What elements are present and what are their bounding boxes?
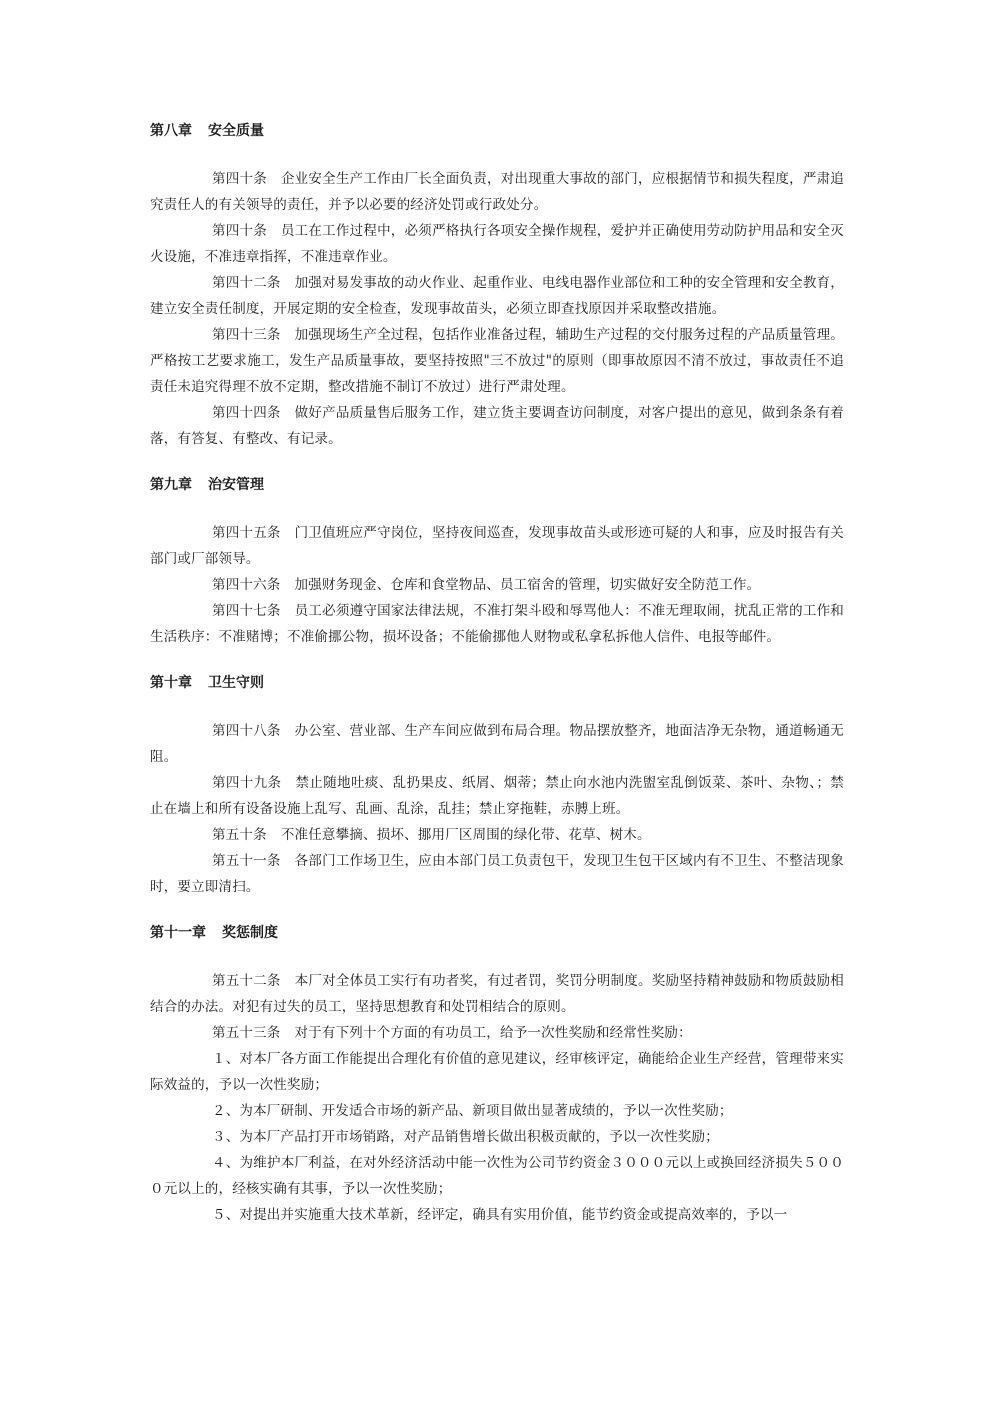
article-text: 企业安全生产工作由厂长全面负责，对出现重大事故的部门，应根据情节和损失程度，严肃追究责任人的有关领导的责任，并予以必要的经济处罚或行政处分。	[150, 171, 844, 213]
article-paragraph	[150, 572, 844, 598]
article-number: 第四十九条	[212, 775, 282, 791]
document-page	[150, 118, 844, 1228]
article-text: 不准任意攀摘、损坏、挪用厂区周围的绿化带、花草、树木。	[280, 827, 651, 843]
chapter-name: 卫生守则	[208, 675, 264, 691]
article-number: 第四十条	[212, 171, 267, 187]
article-paragraph	[150, 520, 844, 572]
list-item	[150, 1202, 844, 1228]
chapter-number: 第十一章	[150, 925, 206, 941]
article-text: 员工在工作过程中，必须严格执行各项安全操作规程，爱护并正确使用劳动防护用品和安全灭火设施，不准违章指挥，不准违章作业。	[150, 223, 844, 265]
article-paragraph	[150, 270, 844, 322]
article-paragraph	[150, 822, 844, 848]
article-number: 第四十五条	[212, 525, 281, 541]
article-number: 第四十二条	[212, 275, 281, 291]
chapter-section	[150, 920, 844, 1228]
article-number: 第五十二条	[212, 973, 281, 989]
list-item	[150, 1098, 844, 1124]
article-number: 第四十八条	[212, 723, 281, 739]
chapter-number: 第十章	[150, 675, 192, 691]
article-paragraph	[150, 218, 844, 270]
article-text: 门卫值班应严守岗位，坚持夜间巡查，发现事故苗头或形迹可疑的人和事，应及时报告有关部门或厂部领导。	[150, 525, 845, 567]
list-item-text: ３、为本厂产品打开市场销路，对产品销售增长做出积极贡献的，予以一次性奖励；	[212, 1129, 719, 1145]
article-text: 禁止随地吐痰、乱扔果皮、纸屑、烟蒂；禁止向水池内洗盥室乱倒饭菜、茶叶、杂物、；禁止在墙上和所有设备设施上乱写、乱画、乱涂，乱挂；禁止穿拖鞋，赤膊上班。	[150, 775, 844, 817]
chapter-section	[150, 118, 844, 452]
list-item-text: ４、为维护本厂利益，在对外经济活动中能一次性为公司节约资金３０００元以上或换回经济损失５０００元以上的，经核实确有其事，予以一次性奖励；	[150, 1155, 844, 1197]
chapter-heading	[150, 920, 844, 946]
list-item	[150, 1046, 844, 1098]
article-text: 加强财务现金、仓库和食堂物品、员工宿舍的管理，切实做好安全防范工作。	[294, 577, 761, 593]
chapter-section	[150, 670, 844, 900]
article-text: 员工必须遵守国家法律法规，不准打架斗殴和辱骂他人：不准无理取闹，扰乱正常的工作和生活秩序：不准赌博；不准偷挪公物，损坏设备；不能偷挪他人财物或私拿私拆他人信件、电报等邮件。	[150, 603, 845, 645]
article-text: 加强现场生产全过程，包括作业准备过程，辅助生产过程的交付服务过程的产品质量管理。严格按工艺要求施工，发生产品质量事故，要坚持按照"三不放过"的原则（即事故原因不清不放过，事故责任不追责任未追究得理不放不定期，整改措施不制订不放过）进行严肃处理。	[150, 327, 845, 395]
article-text: 做好产品质量售后服务工作，建立货主要调查访问制度，对客户提出的意见，做到条条有着落，有答复、有整改、有记录。	[150, 405, 845, 447]
chapter-section	[150, 472, 844, 650]
article-number: 第五十一条	[212, 853, 281, 869]
list-item-text: １、对本厂各方面工作能提出合理化有价值的意见建议，经审核评定，确能给企业生产经营，管理带来实际效益的，予以一次性奖励；	[150, 1051, 844, 1093]
chapter-heading	[150, 472, 844, 498]
article-paragraph	[150, 718, 844, 770]
article-paragraph	[150, 1020, 844, 1046]
chapter-name: 安全质量	[208, 123, 264, 139]
chapter-heading	[150, 118, 844, 144]
article-number: 第四十六条	[212, 577, 281, 593]
article-paragraph	[150, 770, 844, 822]
article-paragraph	[150, 598, 844, 650]
list-item	[150, 1124, 844, 1150]
article-number: 第五十三条	[212, 1025, 281, 1041]
list-item	[150, 1150, 844, 1202]
article-text: 本厂对全体员工实行有功者奖，有过者罚，奖罚分明制度。奖励坚持精神鼓励和物质鼓励相结合的办法。对犯有过失的员工，坚持思想教育和处罚相结合的原则。	[150, 973, 845, 1015]
article-number: 第四十三条	[212, 327, 281, 343]
article-number: 第五十条	[212, 827, 267, 843]
article-paragraph	[150, 400, 844, 452]
article-number: 第四十七条	[212, 603, 281, 619]
article-text: 办公室、营业部、生产车间应做到布局合理。物品摆放整齐，地面洁净无杂物，通道畅通无阻。	[150, 723, 845, 765]
chapter-name: 奖惩制度	[222, 925, 278, 941]
article-number: 第四十四条	[212, 405, 281, 421]
article-paragraph	[150, 968, 844, 1020]
article-paragraph	[150, 322, 844, 400]
article-paragraph	[150, 848, 844, 900]
article-number: 第四十条	[212, 223, 267, 239]
list-item-text: ２、为本厂研制、开发适合市场的新产品、新项目做出显著成绩的，予以一次性奖励；	[212, 1103, 733, 1119]
article-paragraph	[150, 166, 844, 218]
article-text: 对于有下列十个方面的有功员工，给予一次性奖励和经常性奖励：	[294, 1025, 692, 1041]
article-text: 加强对易发事故的动火作业、起重作业、电线电器作业部位和工种的安全管理和安全教育，建立安全责任制度，开展定期的安全检查，发现事故苗头，必须立即查找原因并采取整改措施。	[150, 275, 845, 317]
article-text: 各部门工作场卫生，应由本部门员工负责包干，发现卫生包干区域内有不卫生、不整洁现象时，要立即清扫。	[150, 853, 845, 895]
chapter-number: 第八章	[150, 123, 192, 139]
list-item-text: ５、对提出并实施重大技术革新，经评定，确具有实用价值，能节约资金或提高效率的，予以一	[212, 1207, 788, 1223]
chapter-heading	[150, 670, 844, 696]
chapter-number: 第九章	[150, 477, 192, 493]
chapter-name: 治安管理	[208, 477, 264, 493]
